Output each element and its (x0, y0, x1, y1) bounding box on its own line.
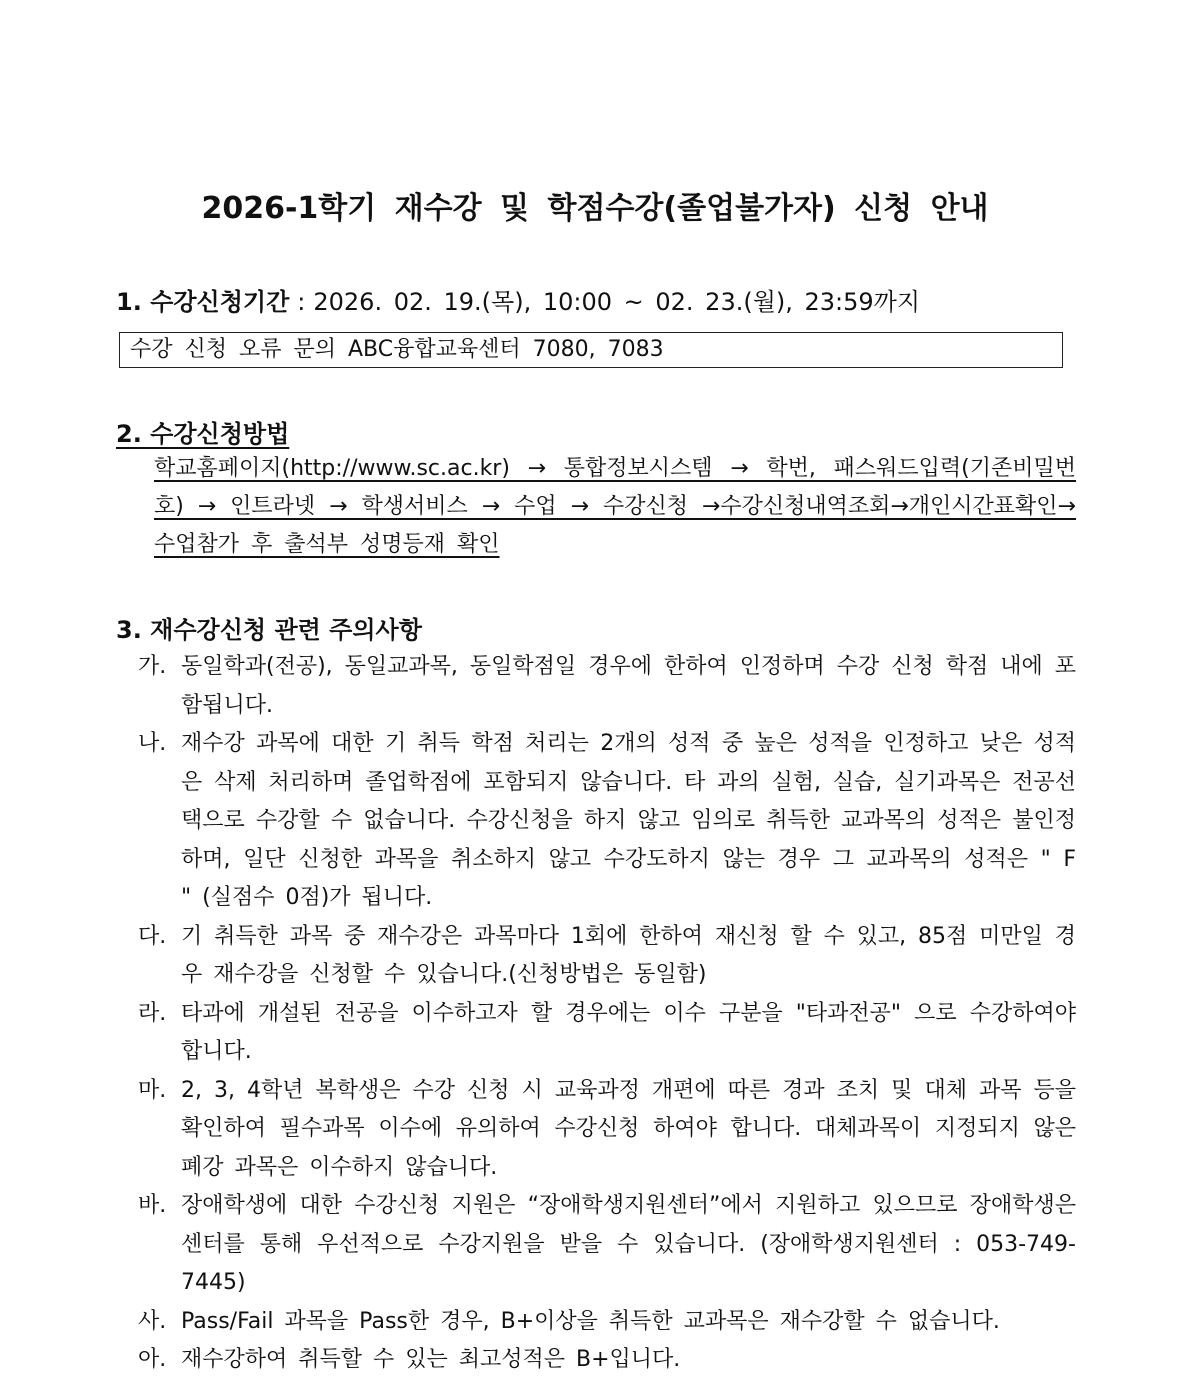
colon: : (297, 288, 306, 316)
item-marker: 사. (138, 1308, 167, 1334)
contact-notice-box: 수강 신청 오류 문의 ABC융합교육센터 7080, 7083 (119, 332, 1063, 368)
list-item (138, 1341, 1076, 1380)
registration-method-steps: 학교홈페이지(http://www.sc.ac.kr) → 통합정보시스템 → 학번, 패스워드입력(기존비밀번호) → 인트라넷 → 학생서비스 → 수업 → 수강신청 →수강신청내역조회→개인시간표확인→ 수업참가 후 출석부 성명등재 확인 (154, 456, 1076, 557)
item-marker: 라. (138, 1000, 167, 1026)
section-heading: 2. 수강신청방법 (116, 420, 290, 448)
item-text: 재수강하여 취득할 수 있는 최고성적은 B+입니다. (181, 1347, 681, 1372)
item-text: Pass/Fail 과목을 Pass한 경우, B+이상을 취득한 교과목은 재수강할 수 없습니다. (181, 1308, 1000, 1334)
item-text: 장애학생에 대한 수강신청 지원은 “장애학생지원센터”에서 지원하고 있으므로 장애학생은 센터를 통해 우선적으로 수강지원을 받을 수 있습니다. (장애학생지원센터 : 053-749-7445) (181, 1193, 1076, 1295)
item-text: 동일학과(전공), 동일교과목, 동일학점일 경우에 한하여 인정하며 수강 신청 학점 내에 포함됩니다. (181, 654, 1076, 718)
list-item (138, 725, 1076, 918)
section-heading: 1. 수강신청기간 (116, 288, 290, 316)
item-text: 타과에 개설된 전공을 이수하고자 할 경우에는 이수 구분을 "타과전공" 으로 수강하여야 합니다. (181, 1000, 1076, 1064)
item-marker: 아. (138, 1347, 167, 1372)
registration-period: 2026. 02. 19.(목), 10:00 ~ 02. 23.(월), 23:59까지 (313, 288, 921, 316)
item-marker: 가. (138, 654, 167, 679)
item-text: 2, 3, 4학년 복학생은 수강 신청 시 교육과정 개편에 따른 경과 조치 및 대체 과목 등을 확인하여 필수과목 이수에 유의하여 수강신청 하여야 합니다. 대체과목이 지정되지 않은 폐강 과목은 이수하지 않습니다. (181, 1077, 1076, 1180)
item-text: 재수강 과목에 대한 기 취득 학점 처리는 2개의 성적 중 높은 성적을 인정하고 낮은 성적은 삭제 처리하며 졸업학점에 포함되지 않습니다. 타 과의 실험, 실습, 실기과목은 전공선택으로 수강할 수 없습니다. 수강신청을 하지 않고 임의로 취득한 교과목의 성적은 불인정하며, 일단 신청한 과목을 취소하지 않고 수강도하지 않는 경우 그 교과목의 성적은 " F " (실점수 0점)가 됩니다. (181, 731, 1076, 910)
list-item (138, 648, 1076, 725)
list-item (138, 995, 1076, 1072)
section-registration-period (116, 282, 920, 317)
document-title: 2026-1학기 재수강 및 학점수강(졸업불가자) 신청 안내 (201, 191, 989, 226)
item-text: 기 취득한 과목 중 재수강은 과목마다 1회에 한하여 재신청 할 수 있고, 85점 미만일 경우 재수강을 신청할 수 있습니다.(신청방법은 동일함) (181, 923, 1076, 987)
list-item (138, 1303, 1076, 1342)
item-marker: 다. (138, 923, 167, 949)
list-item (138, 918, 1076, 995)
item-marker: 바. (138, 1193, 167, 1218)
notes-list (138, 648, 1076, 1380)
item-marker: 나. (138, 731, 167, 756)
section-heading: 3. 재수강신청 관련 주의사항 (116, 616, 422, 644)
list-item (138, 1072, 1076, 1188)
item-marker: 마. (138, 1077, 167, 1103)
list-item (138, 1187, 1076, 1303)
